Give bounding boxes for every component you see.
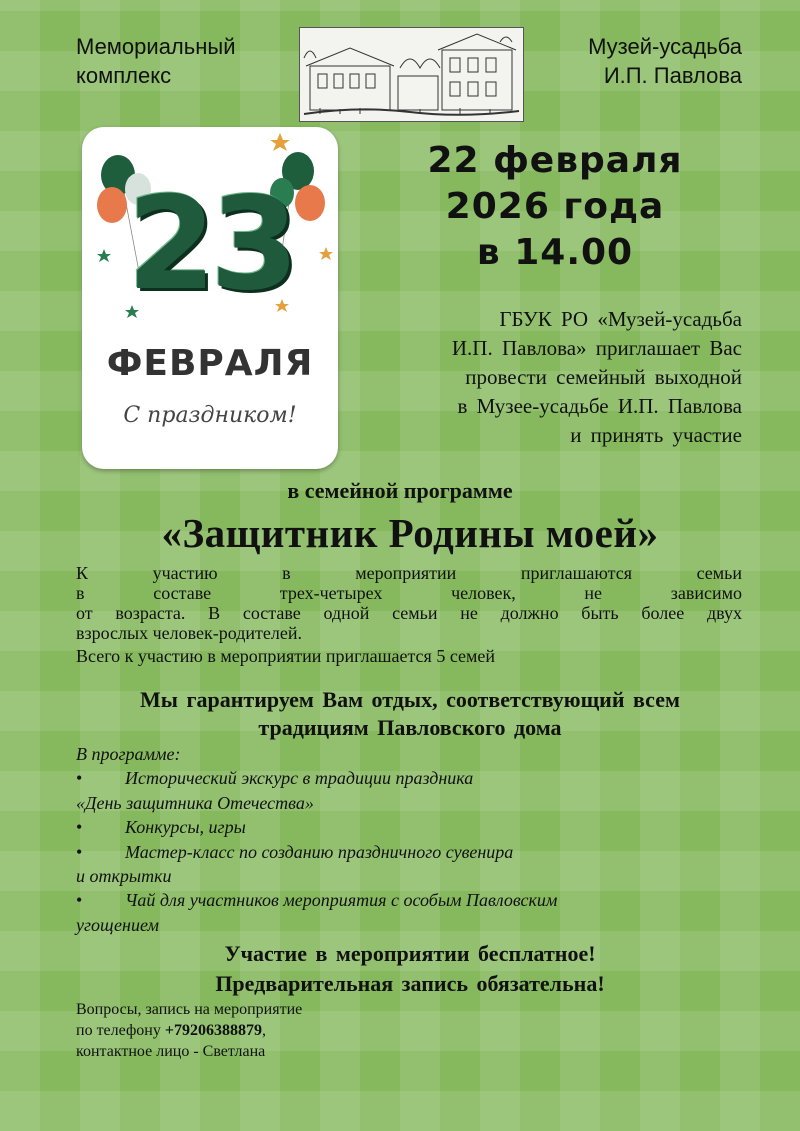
guarantee-text (0, 686, 800, 742)
event-date-line2: 2026 года (445, 186, 665, 227)
estate-sketch-image (299, 27, 524, 122)
participants-line: в составе трех-четырех человек, не зависимо (76, 583, 742, 603)
header-left (76, 32, 235, 90)
guarantee-line2: традициям Павловского дома (258, 715, 562, 740)
event-date (390, 138, 720, 276)
program-item (76, 766, 776, 790)
contacts-phone-line (76, 1020, 302, 1041)
program-item-text: Мастер-класс по созданию праздничного сувенира (125, 841, 514, 862)
card-number: 23 (126, 170, 294, 319)
program-heading: В программе: (76, 744, 181, 764)
invite-line: в Музее-усадьбе И.П. Павлова (457, 394, 742, 418)
invite-line: и принять участие (570, 423, 742, 447)
program-item-continued: угощением (76, 914, 159, 935)
participation-notice (0, 939, 800, 999)
header-right (588, 32, 742, 90)
card-month: ФЕВРАЛЯ (106, 343, 314, 384)
holiday-card (82, 127, 338, 469)
header-right-line2: И.П. Павлова (603, 63, 742, 88)
event-time: в 14.00 (476, 232, 634, 273)
contacts-line1: Вопросы, запись на мероприятие (76, 1001, 303, 1018)
bullet-icon: • (76, 817, 83, 838)
event-date-line1: 22 февраля (427, 140, 683, 181)
bullet-icon: • (76, 890, 83, 911)
phone-prefix: по телефону (76, 1022, 165, 1039)
estate-sketch-drawing (300, 28, 523, 121)
card-greeting: С праздником! (123, 403, 297, 428)
bullet-icon: • (76, 841, 83, 862)
header-right-line1: Музей-усадьба (588, 34, 742, 59)
contacts (76, 999, 302, 1062)
program-list (76, 742, 776, 937)
registration-required-text: Предварительная запись обязательна! (215, 971, 605, 996)
contact-person: контактное лицо - Светлана (76, 1043, 266, 1060)
program-intro: в семейной программе (287, 478, 513, 503)
invite-line: ГБУК РО «Музей-усадьба (499, 307, 742, 331)
program-item (76, 840, 776, 864)
participants-line: К участию в мероприятии приглашаются семьи (76, 563, 742, 583)
program-item-continued: и открытки (76, 866, 172, 887)
bullet-icon: • (76, 768, 83, 789)
guarantee-line1: Мы гарантируем Вам отдых, соответствующий всем (140, 687, 680, 712)
phone-number[interactable]: +79206388879 (164, 1022, 262, 1039)
program-item-text: Исторический экскурс в традиции праздника (125, 768, 474, 789)
program-item (76, 888, 776, 912)
header-left-line2: комплекс (76, 63, 172, 88)
participants-line: взрослых человек-родителей. (76, 623, 303, 643)
program-item (76, 815, 776, 839)
program-item-text: Конкурсы, игры (125, 817, 246, 838)
phone-suffix: , (262, 1022, 266, 1039)
participants-info (76, 563, 742, 666)
invite-line: И.П. Павлова» приглашает Вас (451, 336, 742, 360)
program-item-text: Чай для участников мероприятия с особым Павловским (125, 890, 558, 911)
free-participation-text: Участие в мероприятии бесплатное! (224, 941, 596, 966)
program-title: «Защитник Родины моей» (161, 510, 659, 556)
header-left-line1: Мемориальный (76, 34, 236, 59)
invite-line: провести семейный выходной (465, 365, 742, 389)
participants-line: от возраста. В составе одной семьи не должно быть более двух (76, 603, 742, 623)
program-item-continued: «День защитника Отечества» (76, 792, 314, 813)
invite-text (342, 305, 742, 450)
participants-total: Всего к участию в мероприятии приглашается 5 семей (76, 646, 496, 666)
